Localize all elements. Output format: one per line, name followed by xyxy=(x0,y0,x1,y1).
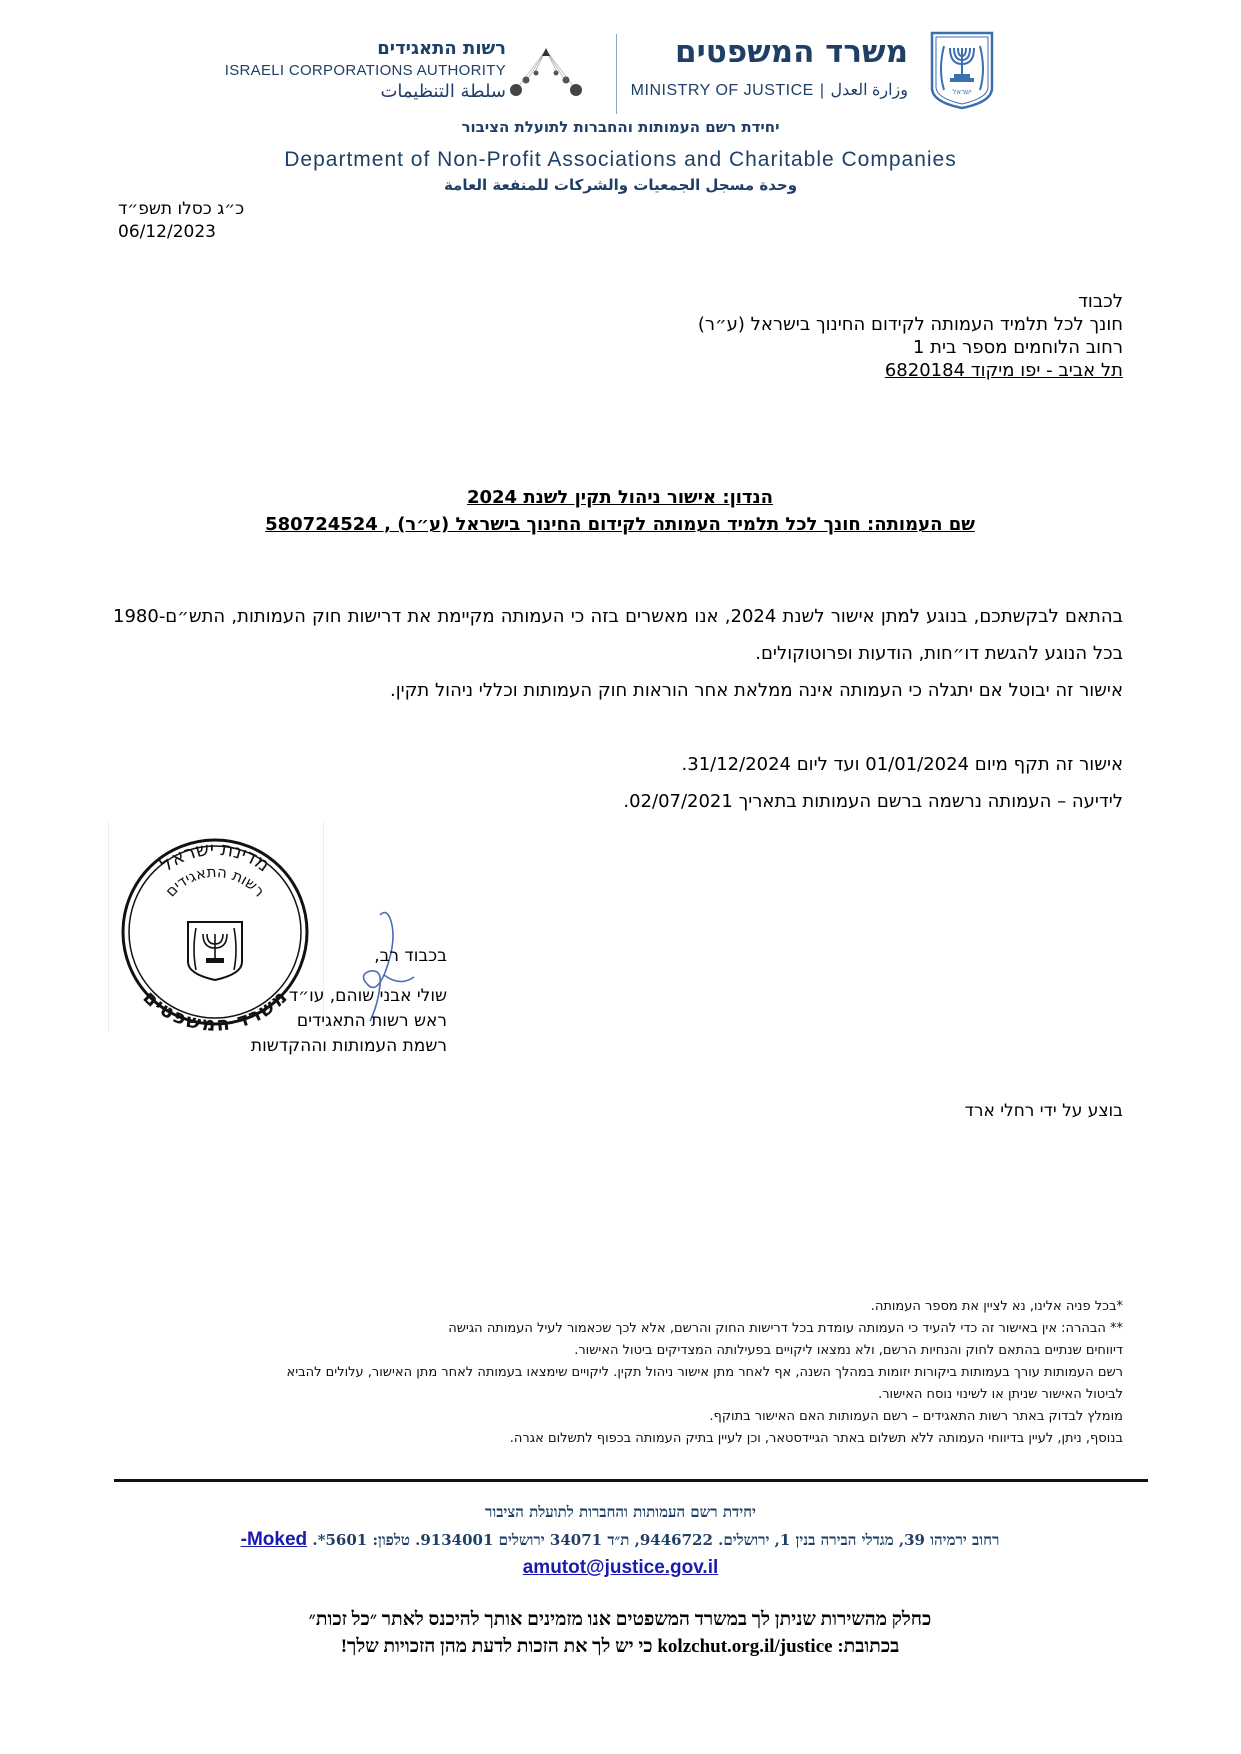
subject-line: הנדון: אישור ניהול תקין לשנת 2024 xyxy=(466,487,774,508)
association-name-line: שם העמותה: חונך לכל תלמיד העמותה לקידום החינוך בישראל (ע״ר) , 580724524 xyxy=(265,514,975,535)
signature-block xyxy=(251,944,447,1059)
emblem-text: ישראל xyxy=(952,88,972,96)
ministry-title-he: משרד המשפטים xyxy=(674,34,908,70)
authority-title-he: רשות התאגידים xyxy=(377,38,506,59)
date-hebrew: כ״ג כסלו תשפ״ד xyxy=(118,199,245,219)
footer-unit-name: יחידת רשם העמותות והחברות לתועלת הציבור xyxy=(485,1503,756,1521)
ministry-of-justice-logo xyxy=(630,30,996,120)
signer-title-2: רשמת העמותות וההקדשות xyxy=(250,1036,447,1056)
stamp-text-top: מדינת ישראל xyxy=(156,837,274,877)
promo-suffix: כי יש לך את הזכות לדעת מהן הזכויות שלך! xyxy=(340,1636,653,1657)
body-paragraph-approval: בהתאם לבקשתכם, בנוגע למתן אישור לשנת 2024, אנו מאשרים בזה כי העמותה מקיימת את דרישות חוק העמותות, התש״ם-1980 בכל הנוגע להגשת דו״חות, הודעות ופרוטוקולים. xyxy=(113,606,1123,664)
closing-greeting: בכבוד רב, xyxy=(374,946,447,966)
validity-block xyxy=(223,746,1123,820)
department-title-en: Department of Non-Profit Associations and Charitable Companies xyxy=(284,148,957,171)
promo-line-1: כחלק מהשירות שניתן לך במשרד המשפטים אנו מזמינים אותך להיכנס לאתר ״כל זכות״ xyxy=(308,1609,932,1630)
kolzchut-link[interactable]: kolzchut.org.il/justice xyxy=(657,1636,833,1657)
footer-address xyxy=(180,1529,1060,1551)
authority-title-ar: سلطة التنظيمات xyxy=(380,81,506,102)
authority-title-en: ISRAELI CORPORATIONS AUTHORITY xyxy=(224,62,506,79)
header-divider xyxy=(616,34,617,114)
validity-period: אישור זה תקף מיום 01/01/2024 ועד ליום 31/12/2024. xyxy=(681,754,1123,775)
moked-link[interactable]: Moked- xyxy=(240,1529,308,1550)
recipient-salutation: לכבוד xyxy=(1078,291,1123,312)
footnote: מומלץ לבדוק באתר רשות התאגידים – רשם העמותות האם האישור בתוקף. xyxy=(709,1409,1123,1424)
ministry-subtitle xyxy=(631,80,908,100)
stamp-emblem-icon xyxy=(188,922,242,980)
kolzchut-promo xyxy=(100,1606,1140,1660)
corporations-authority-logo-icon xyxy=(506,44,586,104)
footer-email-row xyxy=(0,1557,1241,1579)
ministry-title-en: MINISTRY OF JUSTICE xyxy=(630,82,814,99)
executed-by: בוצע על ידי רחלי ארד xyxy=(964,1101,1123,1121)
footnote: לביטול האישור שניתן או לשינוי נוסח האישור. xyxy=(878,1387,1123,1402)
footnote: בנוסף, ניתן, לעיין בדיווחי העמותה ללא תשלום באתר הגיידסטאר, וכן לעיין בתיק העמותה בכפוף לתשלום אגרה. xyxy=(509,1431,1123,1446)
corporations-authority-logo xyxy=(224,38,598,118)
department-title-he: יחידת רשם העמותות והחברות לתועלת הציבור xyxy=(461,118,780,136)
ministry-separator: | xyxy=(819,82,825,99)
subject xyxy=(120,484,1120,538)
recipient-street: רחוב הלוחמים מספר בית 1 xyxy=(913,337,1123,358)
registration-date: לידיעה – העמותה נרשמה ברשם העמותות בתאריך 02/07/2021. xyxy=(623,791,1123,812)
footnote: דיווחים שנתיים בהתאם לחוק והנחיות הרשם, ולא נמצאו ליקויים בפעילותה המצדיקים ביטול האישור. xyxy=(574,1343,1123,1358)
footnote: רשם העמותות עורך בעמותות ביקורות יזומות במהלך השנה, אף לאחר מתן אישור ניהול תקין. ליקויים שימצאו בעמותה לאחר מתן האישור, עלולים להביא xyxy=(286,1365,1123,1380)
body-paragraph-cancellation: אישור זה יבוטל אם יתגלה כי העמותה אינה ממלאת אחר הוראות חוק העמותות וכללי ניהול תקין. xyxy=(389,680,1123,701)
footnote: ** הבהרה: אין באישור זה כדי להעיד כי העמותה עומדת בכל דרישות החוק והרשם, אלא לכך שכאמור לעיל העמותה הגישה xyxy=(448,1321,1123,1336)
recipient-name: חונך לכל תלמיד העמותה לקידום החינוך בישראל (ע״ר) xyxy=(697,314,1123,335)
signer-title-1: ראש רשות התאגידים xyxy=(296,1011,447,1031)
recipient-address xyxy=(423,290,1123,382)
footnotes xyxy=(73,1296,1123,1450)
letter-body xyxy=(113,598,1123,709)
department-title-ar: وحدة مسجل الجمعيات والشركات للمنفعة العامة xyxy=(443,176,798,194)
state-emblem-menorah-icon xyxy=(928,30,996,110)
email-link[interactable]: amutot@justice.gov.il xyxy=(522,1557,719,1578)
recipient-city: תל אביב - יפו מיקוד 6820184 xyxy=(884,360,1123,381)
footer-address-text: רחוב ירמיהו 39, מגדלי הבירה בנין 1, ירושלים. 9446722, ת״ד 34071 ירושלים 9134001. טלפון: 5601*. xyxy=(312,1531,1000,1549)
promo-prefix: בכתובת: xyxy=(837,1636,900,1657)
date-gregorian: 06/12/2023 xyxy=(118,222,216,242)
ministry-title-ar: وزارة العدل xyxy=(830,82,908,99)
signer-name: שולי אבני שוהם, עו״ד xyxy=(288,986,447,1006)
footer-divider xyxy=(114,1479,1148,1482)
stamp-text-bottom: משרד המשפטים xyxy=(138,986,292,1032)
footnote: *בכל פניה אלינו, נא לציין את מספר העמותה. xyxy=(870,1299,1123,1314)
stamp-text-inner: רשות התאגידים xyxy=(161,862,269,901)
